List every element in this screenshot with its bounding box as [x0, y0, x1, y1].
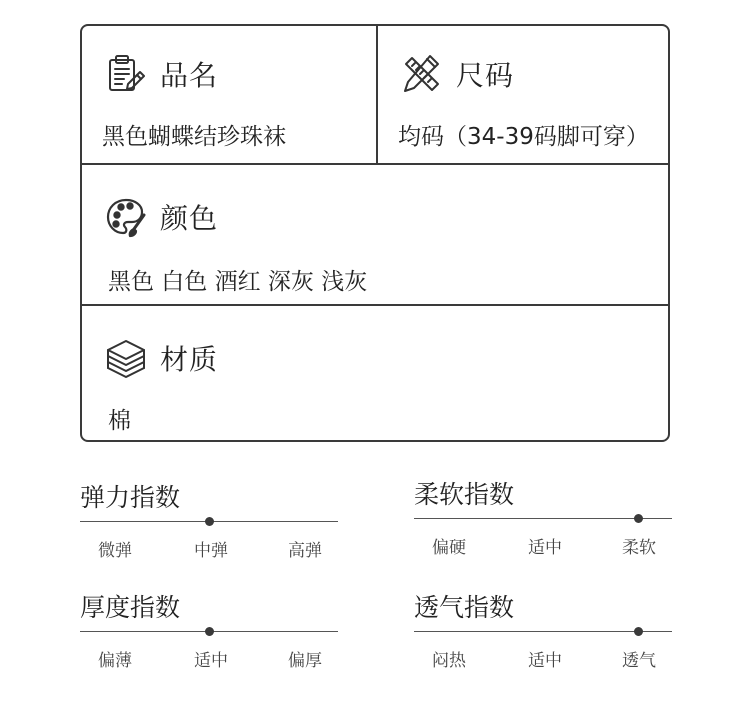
- spec-material-title: 材质: [160, 343, 219, 376]
- index-marker: [634, 514, 643, 523]
- ruler-pencil-icon: [400, 52, 444, 96]
- product-spec-table: [80, 24, 670, 442]
- index-title: 透气指数: [414, 593, 515, 622]
- palette-icon: [104, 195, 148, 239]
- elasticity-index: [80, 478, 338, 578]
- index-label-low: 偏硬: [432, 538, 466, 558]
- index-label-high: 偏厚: [288, 651, 322, 671]
- index-marker: [634, 627, 643, 636]
- spec-color-value: 黑色 白色 酒红 深灰 浅灰: [108, 269, 368, 295]
- index-label-mid: 中弹: [194, 541, 228, 561]
- spec-material-value: 棉: [108, 408, 131, 434]
- spec-row-material: [82, 306, 668, 442]
- spec-cell-material: [82, 306, 668, 442]
- index-title: 厚度指数: [80, 593, 181, 622]
- spec-cell-name: [82, 26, 376, 163]
- index-marker: [205, 627, 214, 636]
- index-label-low: 闷热: [432, 651, 466, 671]
- index-title: 柔软指数: [414, 480, 515, 509]
- layers-icon: [104, 336, 148, 380]
- index-label-mid: 适中: [194, 651, 228, 671]
- spec-cell-header: [104, 336, 218, 380]
- breathability-index: [414, 588, 672, 688]
- index-label-high: 柔软: [622, 538, 656, 558]
- thickness-index: [80, 588, 338, 688]
- index-label-high: 高弹: [288, 541, 322, 561]
- index-label-mid: 适中: [528, 538, 562, 558]
- spec-cell-color: [82, 165, 668, 304]
- index-label-low: 偏薄: [98, 651, 132, 671]
- spec-name-title: 品名: [160, 59, 219, 92]
- spec-row-color: [82, 165, 668, 306]
- index-title: 弹力指数: [80, 483, 181, 512]
- spec-name-value: 黑色蝴蝶结珍珠袜: [102, 124, 286, 150]
- spec-size-title: 尺码: [456, 59, 515, 92]
- spec-cell-header: [400, 52, 514, 96]
- index-marker: [205, 517, 214, 526]
- index-label-low: 微弹: [98, 541, 132, 561]
- spec-row-name-size: [82, 26, 668, 165]
- index-label-mid: 适中: [528, 651, 562, 671]
- spec-cell-header: [104, 195, 218, 239]
- clipboard-pencil-icon: [104, 52, 148, 96]
- spec-color-title: 颜色: [160, 202, 219, 235]
- spec-cell-header: [104, 52, 218, 96]
- spec-cell-size: [378, 26, 668, 163]
- softness-index: [414, 475, 672, 575]
- index-label-high: 透气: [622, 651, 656, 671]
- spec-size-value: 均码（34-39码脚可穿）: [398, 124, 649, 150]
